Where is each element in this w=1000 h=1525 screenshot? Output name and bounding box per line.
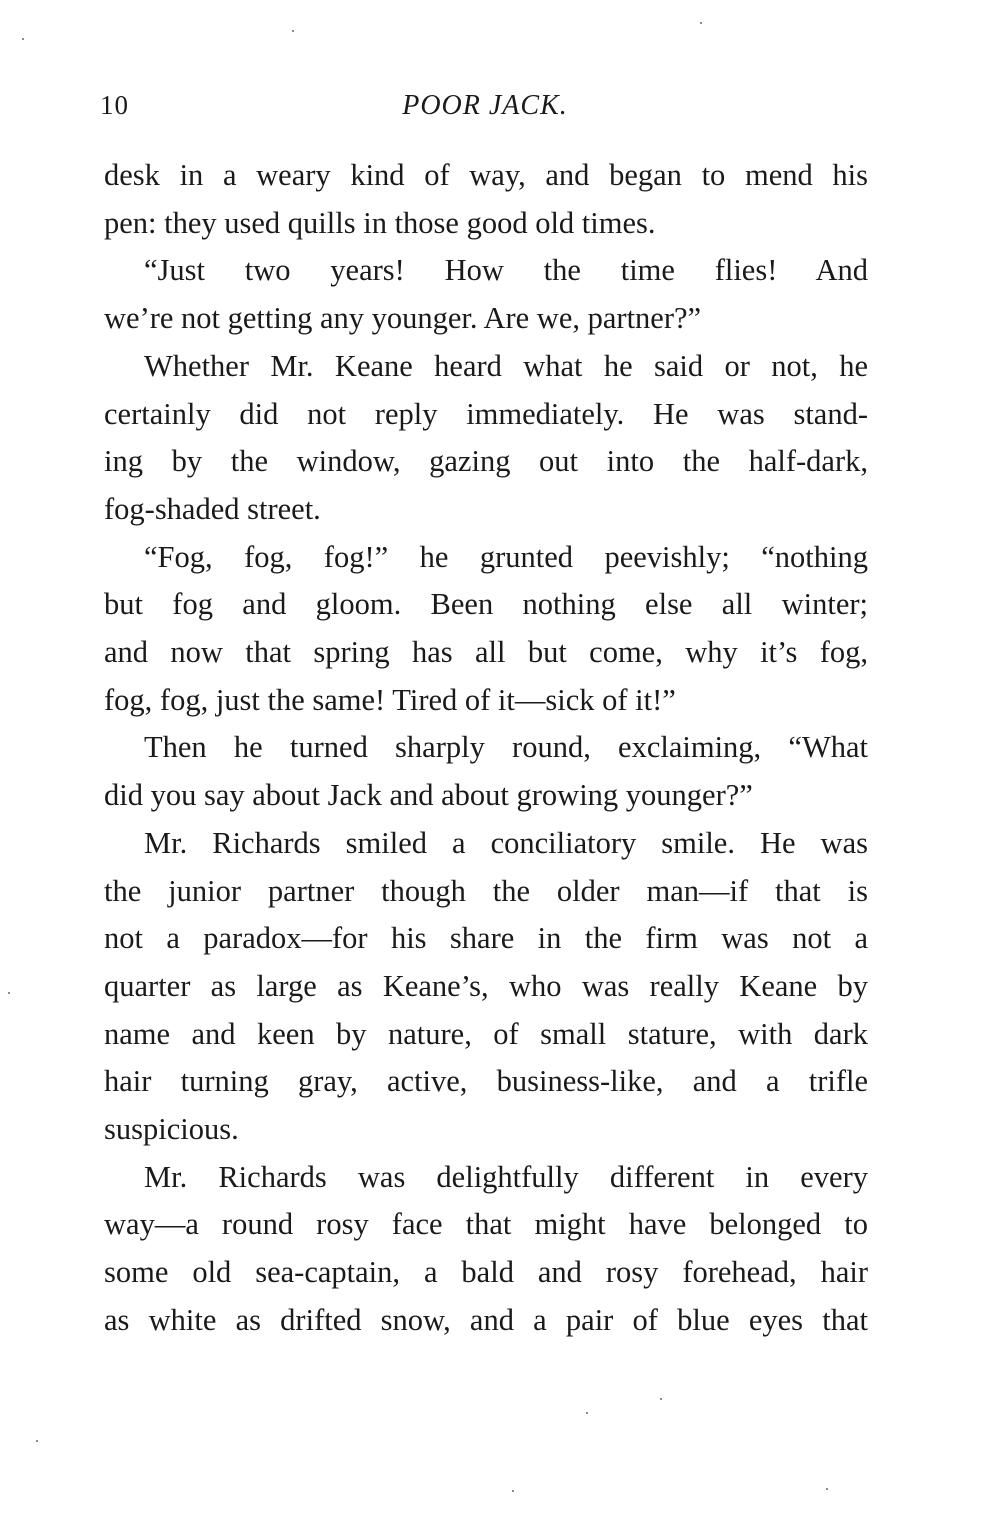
text-line: suspicious. bbox=[104, 1112, 239, 1147]
paper-speck bbox=[586, 1412, 588, 1414]
text-line: Mr. Richards smiled a conciliatory smile. He was bbox=[144, 825, 868, 860]
text-line: pen: they used quills in those good old times. bbox=[104, 205, 656, 240]
text-line: ing by the window, gazing out into the half-dark, bbox=[104, 444, 868, 479]
text-line: we’re not getting any younger. Are we, partner?” bbox=[104, 301, 702, 336]
text-line: “Just two years! How the time flies! And bbox=[144, 253, 868, 288]
paper-speck bbox=[36, 1440, 38, 1442]
body-text bbox=[104, 152, 868, 1345]
running-head: POOR JACK. bbox=[402, 90, 568, 121]
text-line: hair turning gray, active, business-like, and a trifle bbox=[104, 1064, 868, 1099]
text-line: way—a round rosy face that might have belonged to bbox=[104, 1207, 868, 1242]
paper-speck bbox=[826, 1488, 828, 1490]
text-line: desk in a weary kind of way, and began to mend his bbox=[104, 158, 868, 192]
text-line: name and keen by nature, of small stature, with dark bbox=[104, 1016, 868, 1051]
paper-speck bbox=[8, 992, 10, 994]
text-line: did you say about Jack and about growing younger?” bbox=[104, 778, 753, 813]
text-line: fog-shaded street. bbox=[104, 491, 321, 526]
page-number: 10 bbox=[100, 90, 129, 120]
text-line: “Fog, fog, fog!” he grunted peevishly; “nothing bbox=[144, 539, 868, 574]
text-line: some old sea-captain, a bald and rosy forehead, hair bbox=[104, 1255, 868, 1290]
text-line: quarter as large as Keane’s, who was really Keane by bbox=[104, 968, 868, 1003]
paper-speck bbox=[22, 38, 24, 40]
paper-speck bbox=[700, 22, 702, 24]
page-header bbox=[100, 90, 870, 130]
text-line: and now that spring has all but come, why it’s fog, bbox=[104, 635, 868, 670]
paper-speck bbox=[660, 1398, 662, 1400]
paper-speck bbox=[292, 30, 294, 32]
text-line: Then he turned sharply round, exclaiming, “What bbox=[144, 730, 868, 765]
text-line: but fog and gloom. Been nothing else all winter; bbox=[104, 587, 868, 622]
text-line: Mr. Richards was delightfully different in every bbox=[144, 1159, 868, 1194]
text-line: the junior partner though the older man—if that is bbox=[104, 873, 868, 908]
text-line: not a paradox—for his share in the firm was not a bbox=[104, 921, 868, 956]
text-line: certainly did not reply immediately. He was stand- bbox=[104, 396, 868, 431]
paper-speck bbox=[512, 1490, 514, 1492]
text-line: as white as drifted snow, and a pair of blue eyes that bbox=[104, 1302, 868, 1337]
text-line: Whether Mr. Keane heard what he said or not, he bbox=[144, 348, 868, 383]
text-line: fog, fog, just the same! Tired of it—sick of it!” bbox=[104, 682, 676, 717]
